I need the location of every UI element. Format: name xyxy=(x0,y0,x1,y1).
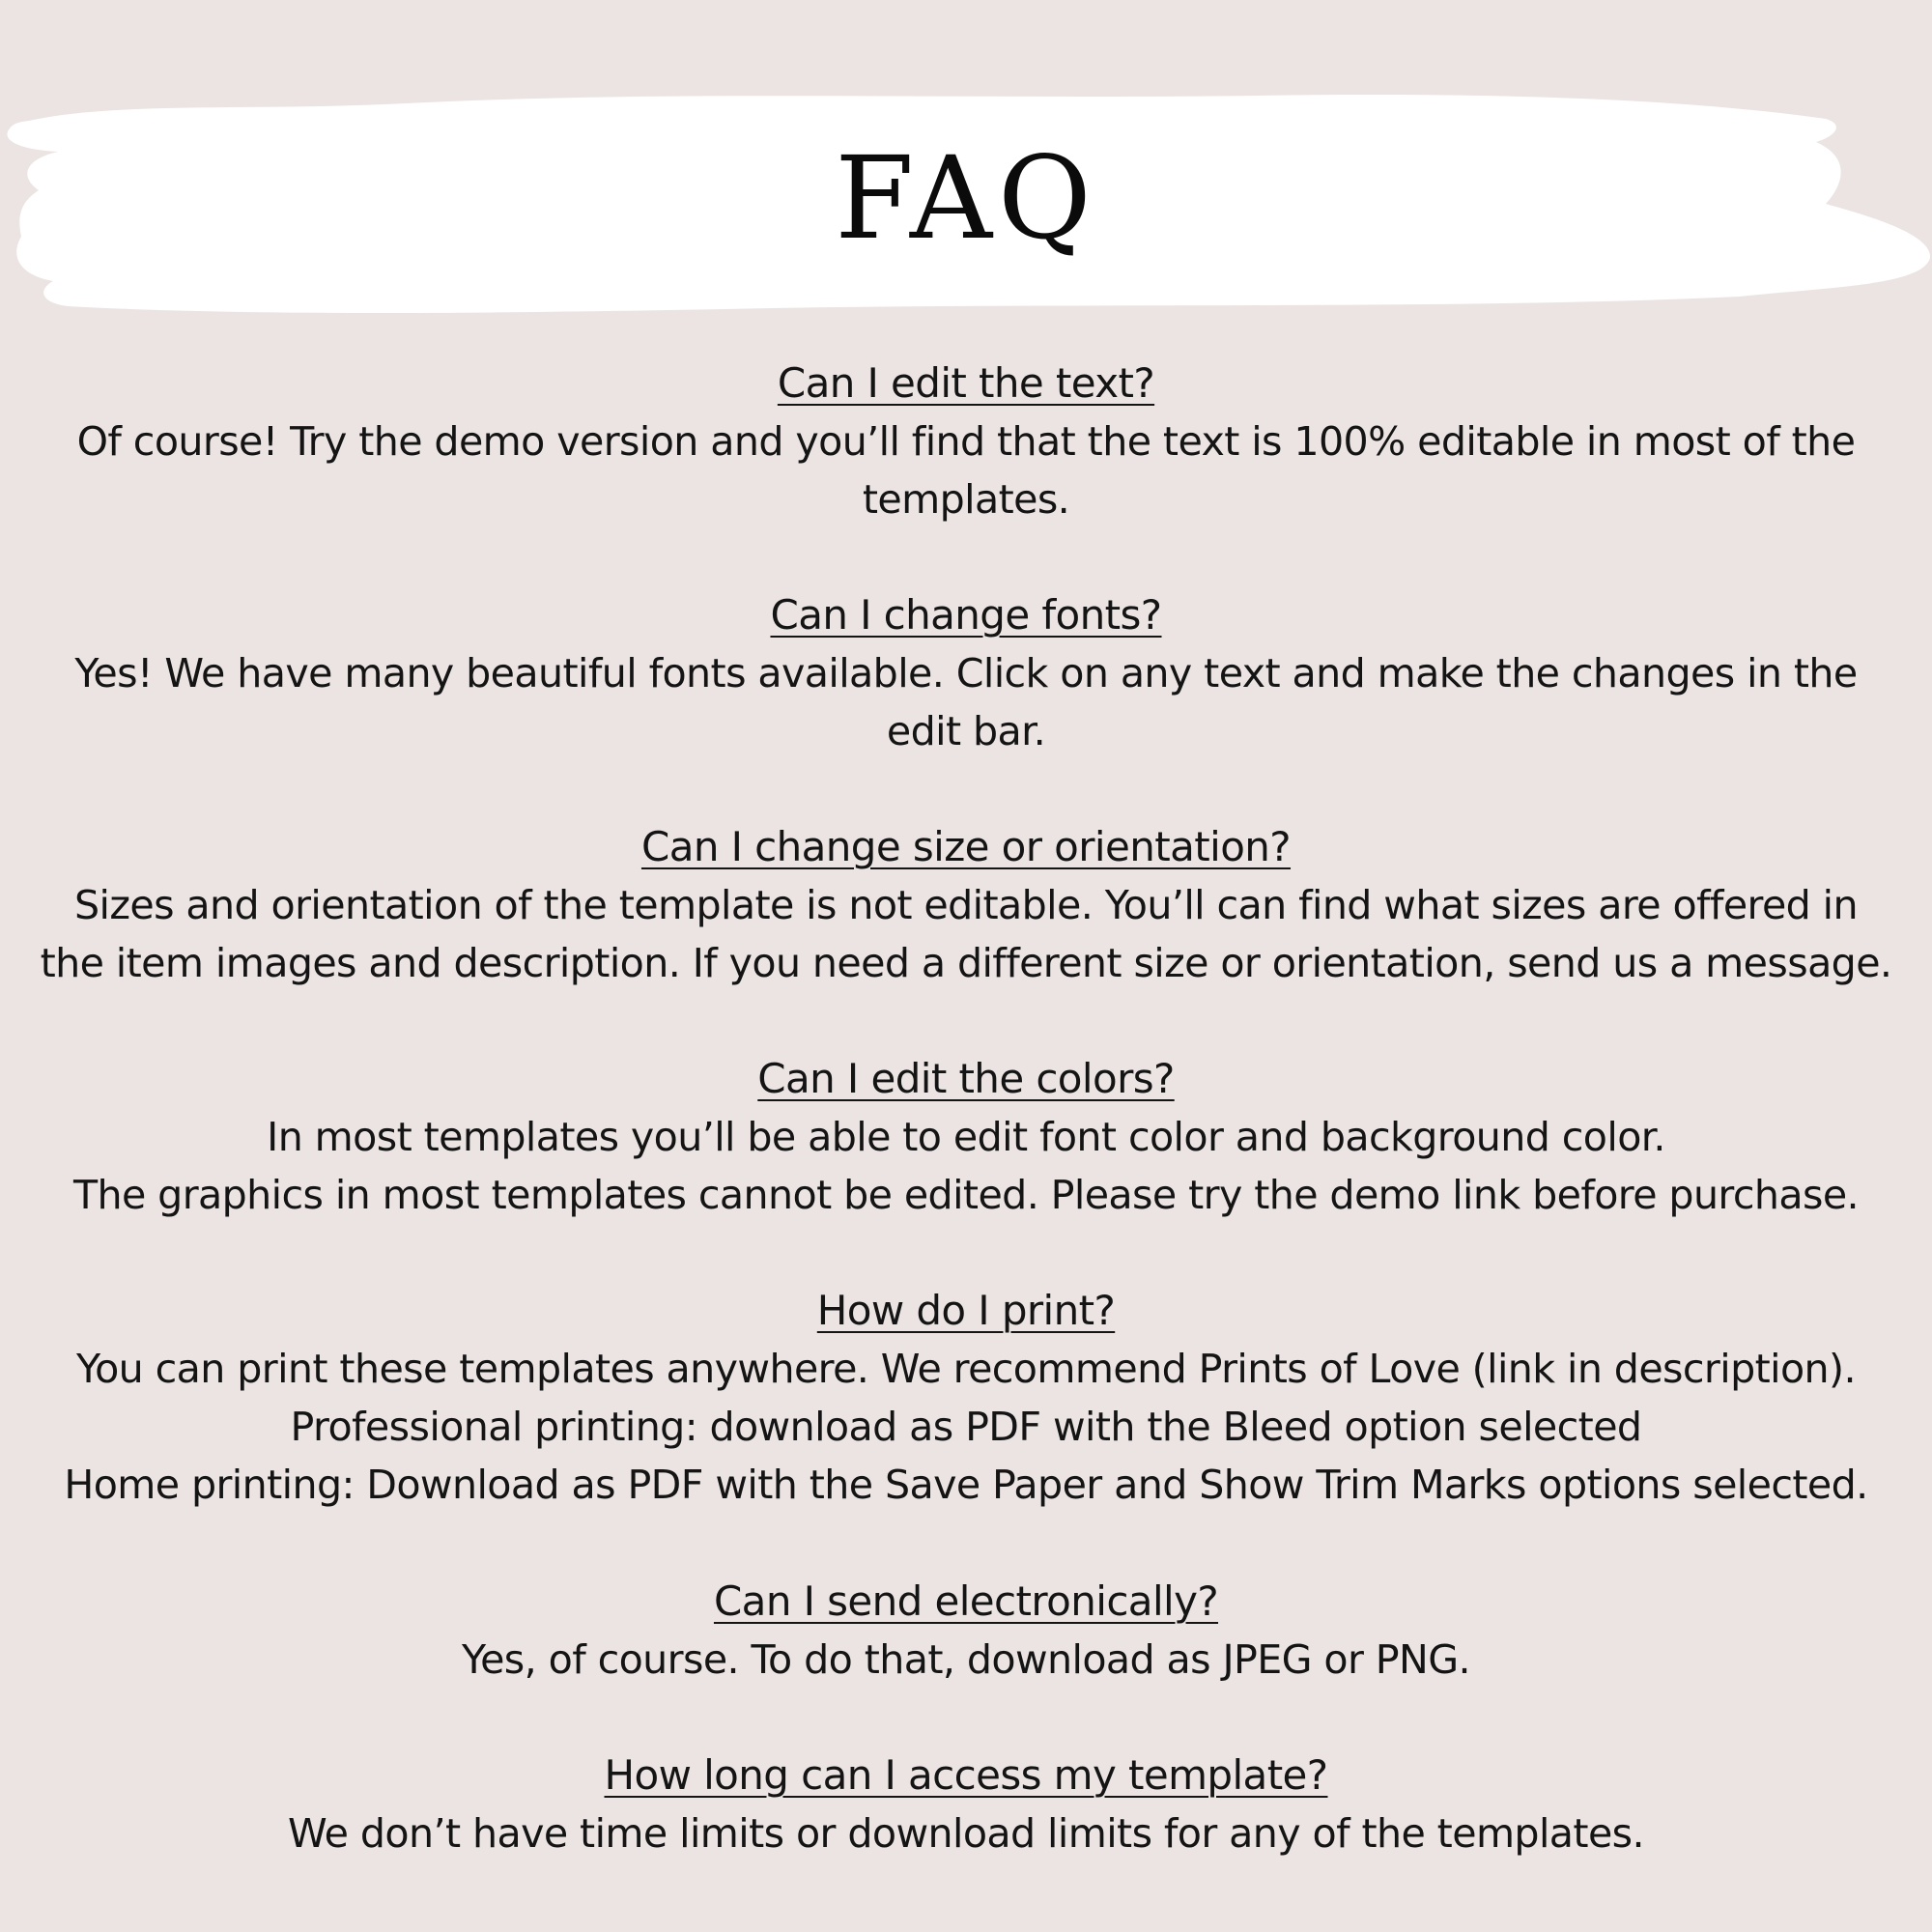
faq-question: Can I send electronically? xyxy=(713,1577,1219,1625)
faq-item-size-orientation xyxy=(0,818,1932,992)
faq-question: How long can I access my template? xyxy=(604,1751,1328,1799)
faq-answer-line: Professional printing: download as PDF with the Bleed option selected xyxy=(290,1404,1642,1450)
faq-item-change-fonts xyxy=(0,586,1932,760)
faq-item-send-electronically xyxy=(0,1573,1932,1689)
faq-answer-line: Of course! Try the demo version and you’ll find that the text is 100% editable in most of the xyxy=(76,418,1856,465)
faq-answer-line: the item images and description. If you need a different size or orientation, send us a message. xyxy=(40,940,1892,986)
faq-answer-line: edit bar. xyxy=(886,708,1046,754)
faq-question: Can I change fonts? xyxy=(770,591,1162,639)
faq-answer-line: Sizes and orientation of the template is not editable. You’ll can find what sizes are offered in xyxy=(74,882,1858,928)
faq-item-edit-text xyxy=(0,355,1932,528)
faq-answer-line: The graphics in most templates cannot be edited. Please try the demo link before purchase. xyxy=(72,1172,1860,1218)
faq-item-edit-colors xyxy=(0,1050,1932,1224)
faq-answer-line: Yes! We have many beautiful fonts available. Click on any text and make the changes in the xyxy=(74,650,1858,696)
faq-answer-line: Yes, of course. To do that, download as JPEG or PNG. xyxy=(462,1636,1470,1683)
faq-answer-line: In most templates you’ll be able to edit font color and background color. xyxy=(267,1114,1665,1160)
faq-question: Can I change size or orientation? xyxy=(640,823,1292,870)
page-title: FAQ xyxy=(835,131,1097,265)
faq-answer-line: Home printing: Download as PDF with the Save Paper and Show Trim Marks options selected. xyxy=(64,1462,1868,1508)
faq-question: How do I print? xyxy=(816,1287,1116,1334)
faq-item-print xyxy=(0,1282,1932,1514)
faq-answer-line: You can print these templates anywhere. We recommend Prints of Love (link in description). xyxy=(76,1346,1856,1392)
faq-item-access-duration xyxy=(0,1747,1932,1862)
faq-answer-line: We don’t have time limits or download limits for any of the templates. xyxy=(288,1810,1644,1857)
faq-question: Can I edit the text? xyxy=(777,359,1155,407)
faq-answer-line: templates. xyxy=(862,476,1070,523)
faq-question: Can I edit the colors? xyxy=(757,1055,1175,1102)
